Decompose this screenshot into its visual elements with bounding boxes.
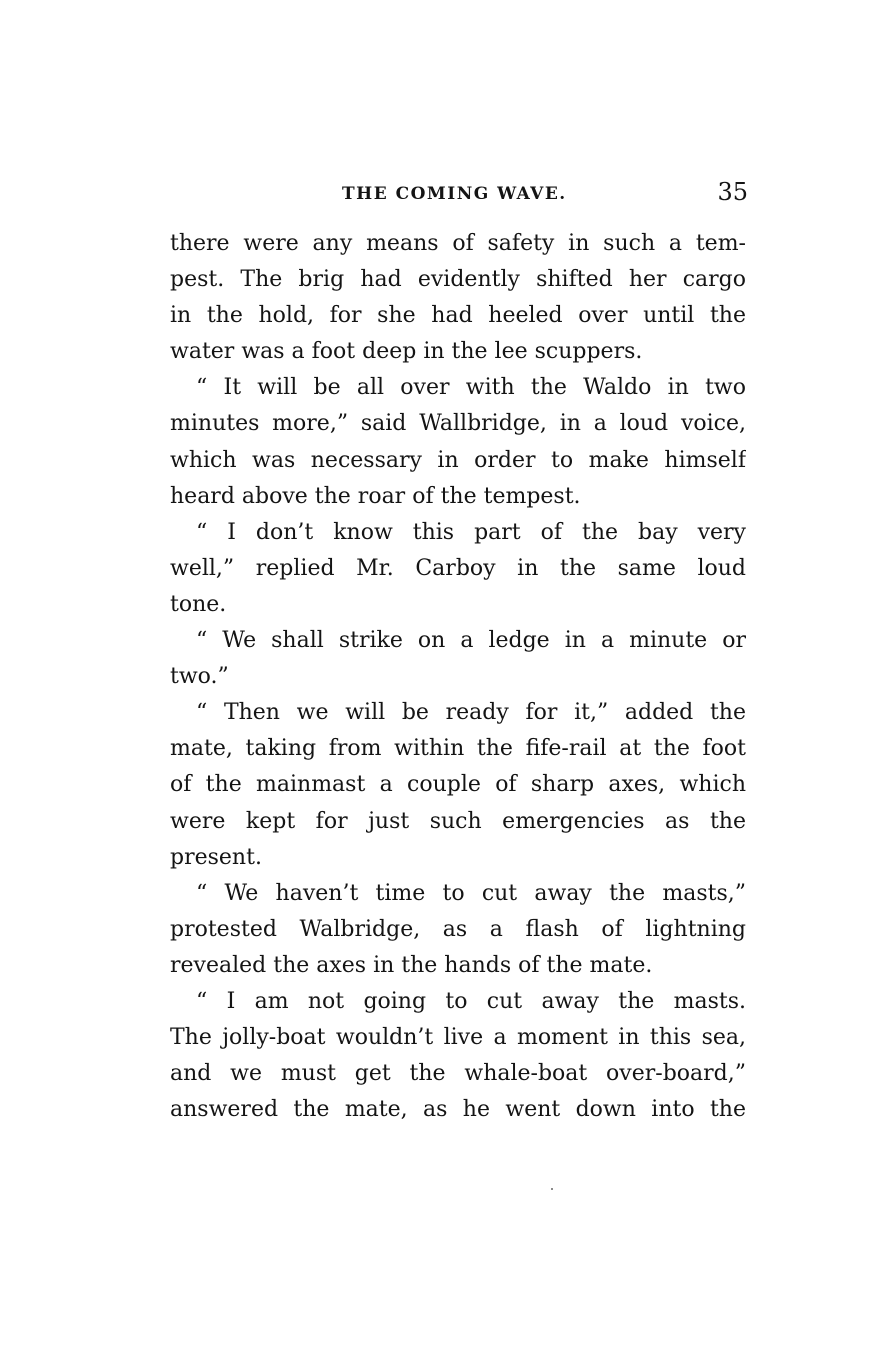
text-line: which was necessary in order to make himself: [170, 447, 746, 473]
paper-speck: [551, 1188, 553, 1190]
text-line: answered the mate, as he went down into the: [170, 1097, 746, 1123]
text-line: in the hold, for she had heeled over until the: [170, 303, 746, 329]
text-line: “ We shall strike on a ledge in a minute or: [196, 628, 746, 654]
running-head: [170, 178, 748, 212]
running-title: THE COMING WAVE.: [342, 184, 567, 204]
text-line: present.: [170, 844, 262, 870]
text-line: heard above the roar of the tempest.: [170, 483, 581, 509]
text-line: mate, taking from within the fife-rail at the foot: [170, 736, 746, 762]
text-line: there were any means of safety in such a tem-: [170, 231, 746, 256]
text-line: water was a foot deep in the lee scuppers.: [170, 339, 643, 365]
text-line: and we must get the whale-boat over-board,”: [170, 1061, 746, 1087]
text-line: The jolly-boat wouldn’t live a moment in this sea,: [170, 1025, 746, 1051]
text-line: well,” replied Mr. Carboy in the same loud: [170, 555, 746, 581]
text-line: were kept for just such emergencies as the: [170, 808, 746, 834]
page-number: 35: [717, 178, 748, 206]
text-line: “ I am not going to cut away the masts.: [196, 988, 746, 1014]
text-line: “ It will be all over with the Waldo in two: [196, 375, 746, 401]
text-line: of the mainmast a couple of sharp axes, which: [170, 772, 746, 798]
text-line: pest. The brig had evidently shifted her cargo: [170, 267, 746, 293]
text-line: minutes more,” said Wallbridge, in a loud voice,: [170, 411, 746, 437]
text-line: tone.: [170, 591, 227, 617]
text-line: two.”: [170, 664, 229, 690]
body-text: [170, 226, 746, 1128]
text-line: “ We haven’t time to cut away the masts,”: [196, 880, 746, 906]
text-line: “ I don’t know this part of the bay very: [196, 519, 746, 545]
text-line: “ Then we will be ready for it,” added the: [196, 700, 746, 726]
text-line: revealed the axes in the hands of the mate.: [170, 952, 653, 978]
text-line: protested Walbridge, as a flash of lightning: [170, 916, 746, 942]
